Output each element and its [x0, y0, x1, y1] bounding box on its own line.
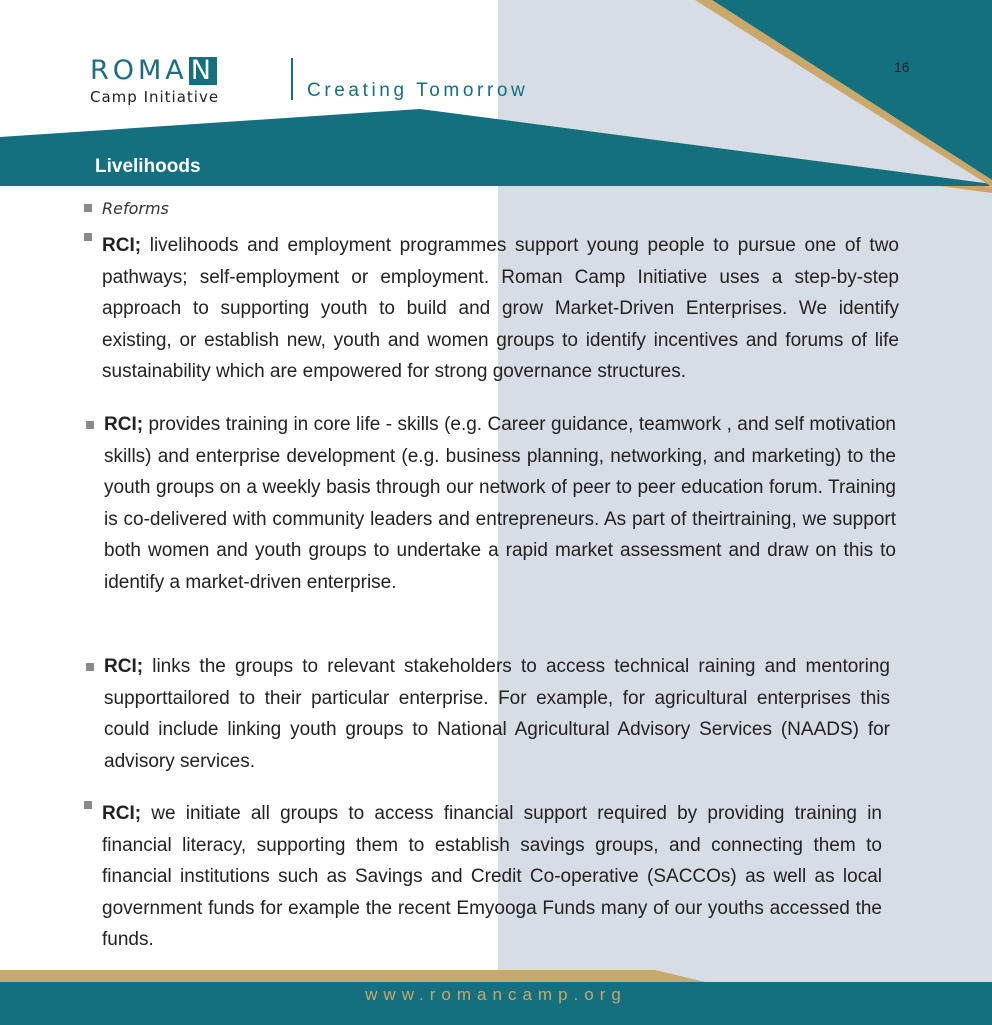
square-bullet-icon — [86, 421, 94, 429]
logo-box-letter: N — [190, 55, 215, 86]
bullet-text: links the groups to relevant stakeholders to access technical raining and mentoring supporttailored to their particular enterprise. For example, for agricultural enterprises this could include linking youth groups to National Agricultural Advisory Services (NAADS) for advisory services. — [104, 656, 890, 772]
page-number: 16 — [894, 59, 910, 75]
bullet-item — [104, 409, 896, 599]
bullet-lead: RCI; — [104, 414, 144, 435]
bullet-item — [104, 651, 890, 777]
logo-subtitle: Camp Initiative — [90, 88, 220, 106]
square-bullet-icon — [84, 233, 92, 241]
section-title: Livelihoods — [95, 156, 201, 177]
logo-main-text: ROMA — [90, 55, 188, 86]
footer-website-link[interactable]: www.romancamp.org — [365, 985, 627, 1004]
square-bullet-icon — [86, 663, 94, 671]
tagline: Creating Tomorrow — [307, 80, 529, 101]
bullet-lead: RCI; — [102, 803, 142, 824]
bullet-item — [102, 798, 882, 956]
bullet-text: livelihoods and employment programmes support young people to pursue one of two pathways; self-employment or employment. Roman Camp Initiative uses a step-by-step approach to supporting youth to build and grow Market-Driven Enterprises. We identify existing, or establish new, youth and women groups to identify incentives and forums of life sustainability which are empowered for strong governance structures. — [102, 235, 899, 383]
bullet-lead: RCI; — [102, 235, 142, 256]
footer-gold-stripe — [0, 970, 705, 982]
square-bullet-icon — [84, 801, 92, 809]
subheading — [84, 199, 169, 218]
square-bullet-icon — [84, 204, 92, 212]
subheading-text: Reforms — [102, 199, 169, 218]
logo-wordmark — [90, 56, 219, 86]
bullet-lead: RCI; — [104, 656, 144, 677]
logo — [90, 56, 219, 106]
bullet-text: provides training in core life - skills (e.g. Career guidance, teamwork , and self motivation skills) and enterprise development (e.g. business planning, networking, and marketing) to the youth groups on a weekly basis through our network of peer to peer education forum. Training is co-delivered with community leaders and entrepreneurs. As part of theirtraining, we support both women and youth groups to undertake a rapid market assessment and draw on this to identify a market-driven enterprise. — [104, 414, 896, 593]
bullet-item — [102, 230, 899, 388]
header-divider — [291, 58, 293, 100]
bullet-text: we initiate all groups to access financial support required by providing training in financial literacy, supporting them to establish savings groups, and connecting them to financial institutions such as Savings and Credit Co-operative (SACCOs) as well as local government funds for example the recent Emyooga Funds many of our youths accessed the funds. — [102, 803, 882, 951]
